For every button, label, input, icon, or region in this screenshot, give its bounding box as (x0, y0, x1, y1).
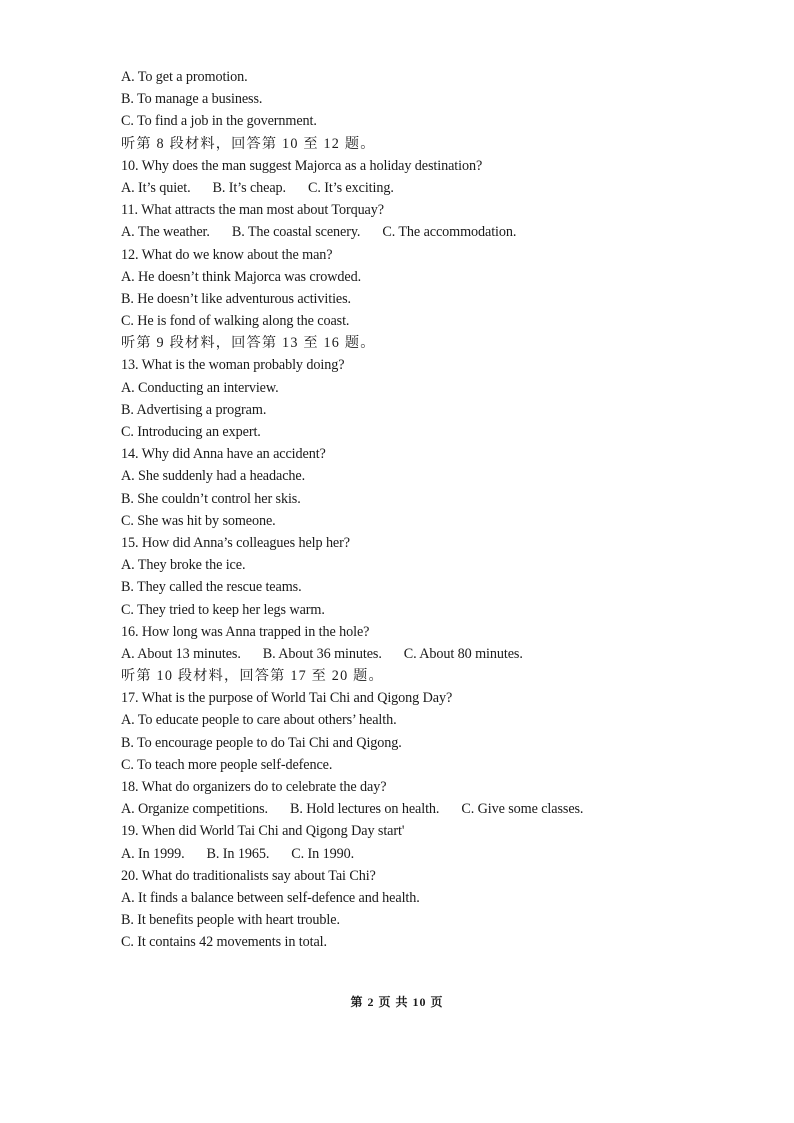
text-line: 20. What do traditionalists say about Tai Chi? (121, 867, 376, 884)
text-line: B. It benefits people with heart trouble. (121, 912, 340, 929)
text-line: A. Conducting an interview. (121, 379, 279, 396)
option: A. It’s quiet. (121, 179, 191, 196)
text-line: A. It finds a balance between self-defence and health. (121, 889, 420, 906)
options-row (121, 643, 681, 665)
option: C. Give some classes. (461, 801, 584, 818)
text-line: B. She couldn’t control her skis. (121, 490, 301, 507)
options-row (121, 798, 681, 820)
text-line: 11. What attracts the man most about Torquay? (121, 202, 384, 219)
option: C. The accommodation. (382, 224, 517, 241)
text-line: 19. When did World Tai Chi and Qigong Day start' (121, 823, 405, 840)
text-line: 17. What is the purpose of World Tai Chi and Qigong Day? (121, 690, 453, 707)
text-line: B. They called the rescue teams. (121, 579, 302, 596)
text-line: 15. How did Anna’s colleagues help her? (121, 534, 350, 551)
text-line: 12. What do we know about the man? (121, 246, 333, 263)
section-instruction: 听第 8 段材料，回答第 10 至 12 题。 (121, 135, 376, 152)
option: A. About 13 minutes. (121, 645, 241, 662)
page-footer: 第 2 页 共 10 页 (350, 995, 444, 1009)
text-line: B. He doesn’t like adventurous activities. (121, 290, 351, 307)
section-instruction: 听第 9 段材料，回答第 13 至 16 题。 (121, 335, 376, 352)
text-line: 13. What is the woman probably doing? (121, 357, 345, 374)
text-line: A. He doesn’t think Majorca was crowded. (121, 268, 362, 285)
option: A. The weather. (121, 224, 210, 241)
options-row (121, 221, 681, 243)
option: C. It’s exciting. (308, 179, 394, 196)
option: A. Organize competitions. (121, 801, 268, 818)
option: C. About 80 minutes. (403, 645, 523, 662)
option: B. In 1965. (206, 845, 270, 862)
text-line: C. He is fond of walking along the coast. (121, 313, 350, 330)
option: A. In 1999. (121, 845, 185, 862)
text-line: C. Introducing an expert. (121, 424, 261, 440)
text-line: B. Advertising a program. (121, 401, 267, 418)
option: B. It’s cheap. (212, 179, 286, 196)
text-line: C. She was hit by someone. (121, 512, 276, 529)
options-row (121, 843, 681, 865)
text-line: C. To teach more people self-defence. (121, 756, 333, 773)
option: B. The coastal scenery. (231, 224, 361, 241)
text-line: A. She suddenly had a headache. (121, 468, 306, 485)
option: B. Hold lectures on health. (289, 801, 440, 818)
text-line: B. To manage a business. (121, 91, 263, 108)
text-line: 14. Why did Anna have an accident? (121, 446, 326, 463)
text-line: A. To educate people to care about others’ health. (121, 712, 397, 729)
text-line: 10. Why does the man suggest Majorca as a holiday destination? (121, 157, 483, 174)
option: B. About 36 minutes. (262, 645, 382, 662)
text-line: C. To find a job in the government. (121, 113, 317, 130)
text-line: A. They broke the ice. (121, 557, 246, 574)
text-line: C. It contains 42 movements in total. (121, 934, 327, 951)
options-row (121, 177, 681, 199)
section-instruction: 听第 10 段材料，回答第 17 至 20 题。 (121, 668, 384, 685)
text-line: 18. What do organizers do to celebrate the day? (121, 779, 387, 795)
text-line: C. They tried to keep her legs warm. (121, 601, 325, 618)
text-line: 16. How long was Anna trapped in the hole? (121, 623, 370, 640)
text-line: B. To encourage people to do Tai Chi and Qigong. (121, 734, 402, 751)
question-list (121, 66, 681, 954)
text-line: A. To get a promotion. (121, 69, 248, 85)
option: C. In 1990. (291, 845, 355, 862)
